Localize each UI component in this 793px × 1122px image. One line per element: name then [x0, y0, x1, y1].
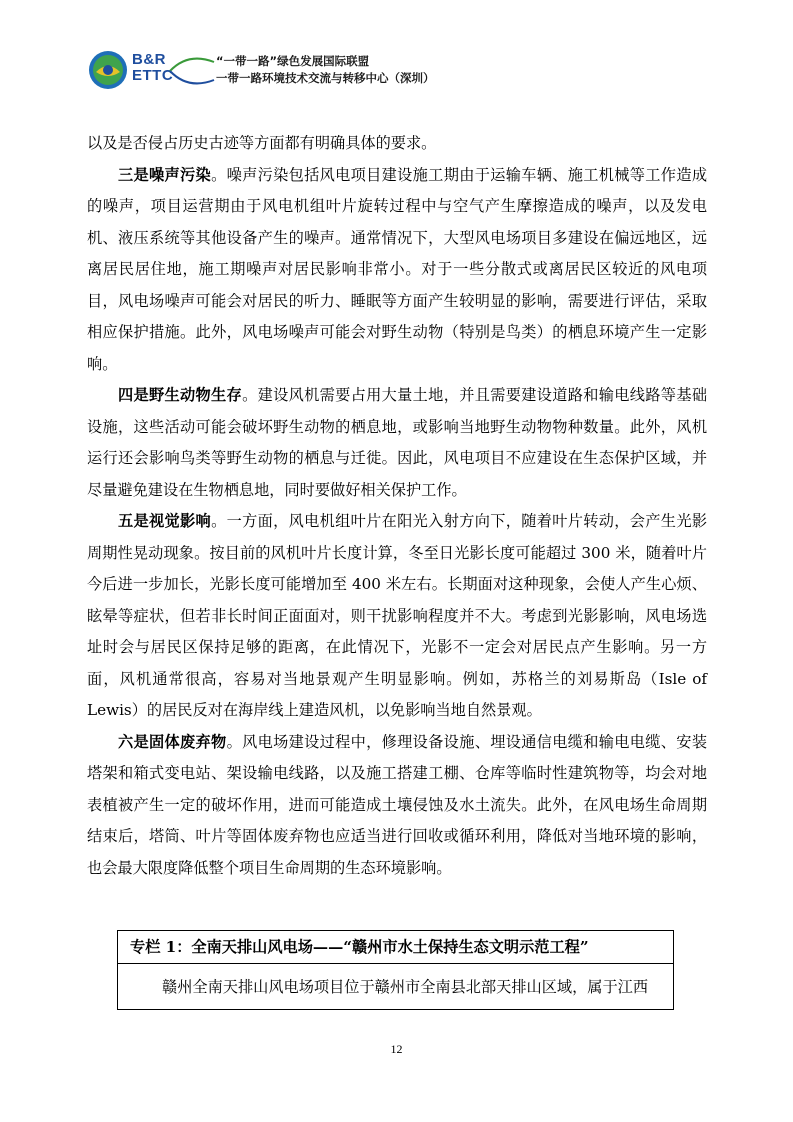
page-header [88, 50, 508, 94]
paragraph-visual [87, 506, 707, 727]
paragraph-lead: 六是固体废弃物 [118, 732, 227, 751]
paragraph-lead: 四是野生动物生存 [118, 386, 243, 404]
page-number: 12 [390, 1042, 403, 1056]
paragraph-wildlife [87, 380, 707, 506]
case-study-box [117, 930, 674, 1010]
header-line2: 一带一路环境技术交流与转移中心（深圳） [216, 71, 435, 85]
paragraph-text: 以及是否侵占历史古迹等方面都有明确具体的要求。 [87, 134, 437, 152]
logo-text-line1: B&R [132, 51, 166, 68]
paragraph-noise [87, 160, 707, 381]
paragraph-text: 。噪声污染包括风电项目建设施工期由于运输车辆、施工机械等工作造成的噪声，项目运营期由于风电机组叶片旋转过程中与空气产生摩擦造成的噪声，以及发电机、液压系统等其他设备产生的噪声。通常情况下，大型风电场项目多建设在偏远地区，远离居民居住地，施工期噪声对居民影响非常小。对于一些分散式或离居民区较近的风电项目，风电场噪声可能会对居民的听力、睡眠等方面产生较明显的影响，需要进行评估，采取相应保护措施。此外，风电场噪声可能会对野生动物（特别是鸟类）的栖息环境产生一定影响。 [87, 165, 708, 373]
body-text [87, 128, 707, 884]
case-study-title: 专栏 1：全南天排山风电场——“赣州市水土保持生态文明示范工程” [130, 938, 589, 956]
paragraph-lead: 三是噪声污染 [118, 165, 212, 184]
case-study-divider [118, 963, 673, 964]
paragraph-text: 。建设风机需要占用大量土地，并且需要建设道路和输电线路等基础设施，这些活动可能会破坏野生动物的栖息地，或影响当地野生动物物种数量。此外，风机运行还会影响鸟类等野生动物的栖息与迁徙。因此，风电项目不应建设在生态保护区域，并尽量避免建设在生物栖息地，同时要做好相关保护工作。 [87, 386, 708, 499]
paragraph-solid-waste [87, 727, 707, 885]
paragraph-lead: 五是视觉影响 [118, 512, 212, 530]
logo-text-line2: ETTC [132, 67, 174, 84]
header-organization-names [216, 53, 435, 87]
paragraph-text: 。风电场建设过程中，修理设备设施、埋设通信电缆和输电电缆、安装塔架和箱式变电站、架设输电线路，以及施工搭建工棚、仓库等临时性建筑物等，均会对地表植被产生一定的破坏作用，进而可能造成土壤侵蚀及水土流失。此外，在风电场生命周期结束后，塔筒、叶片等固体废弃物也应适当进行回收或循环利用，降低对当地环境的影响，也会最大限度降低整个项目生命周期的生态环境影响。 [87, 732, 708, 877]
case-study-text: 赣州全南天排山风电场项目位于赣州市全南县北部天排山区域，属于江西 [162, 978, 648, 996]
alliance-logo-icon [88, 50, 128, 90]
paragraph-text: 。一方面，风电机组叶片在阳光入射方向下，随着叶片转动，会产生光影周期性晃动现象。按目前的风机叶片长度计算，冬至日光影长度可能超过 300 米，随着叶片今后进一步加长，光影长度可能增加至 400 米左右。长期面对这种现象，会使人产生心烦、眩晕等症状，但若非长时间正面面对，则干扰影响程度并不大。考虑到光影影响，风电场选址时会与居民区保持足够的距离，在此情况下，光影不一定会对居民点产生影响。另一方面，风机通常很高，容易对当地景观产生明显影响。例如，苏格兰的刘易斯岛（Isle of Lewis）的居民反对在海岸线上建造风机，以免影响当地自然景观。 [87, 512, 708, 719]
paragraph-continuation [87, 128, 707, 160]
header-line1: “一带一路”绿色发展国际联盟 [216, 54, 370, 68]
